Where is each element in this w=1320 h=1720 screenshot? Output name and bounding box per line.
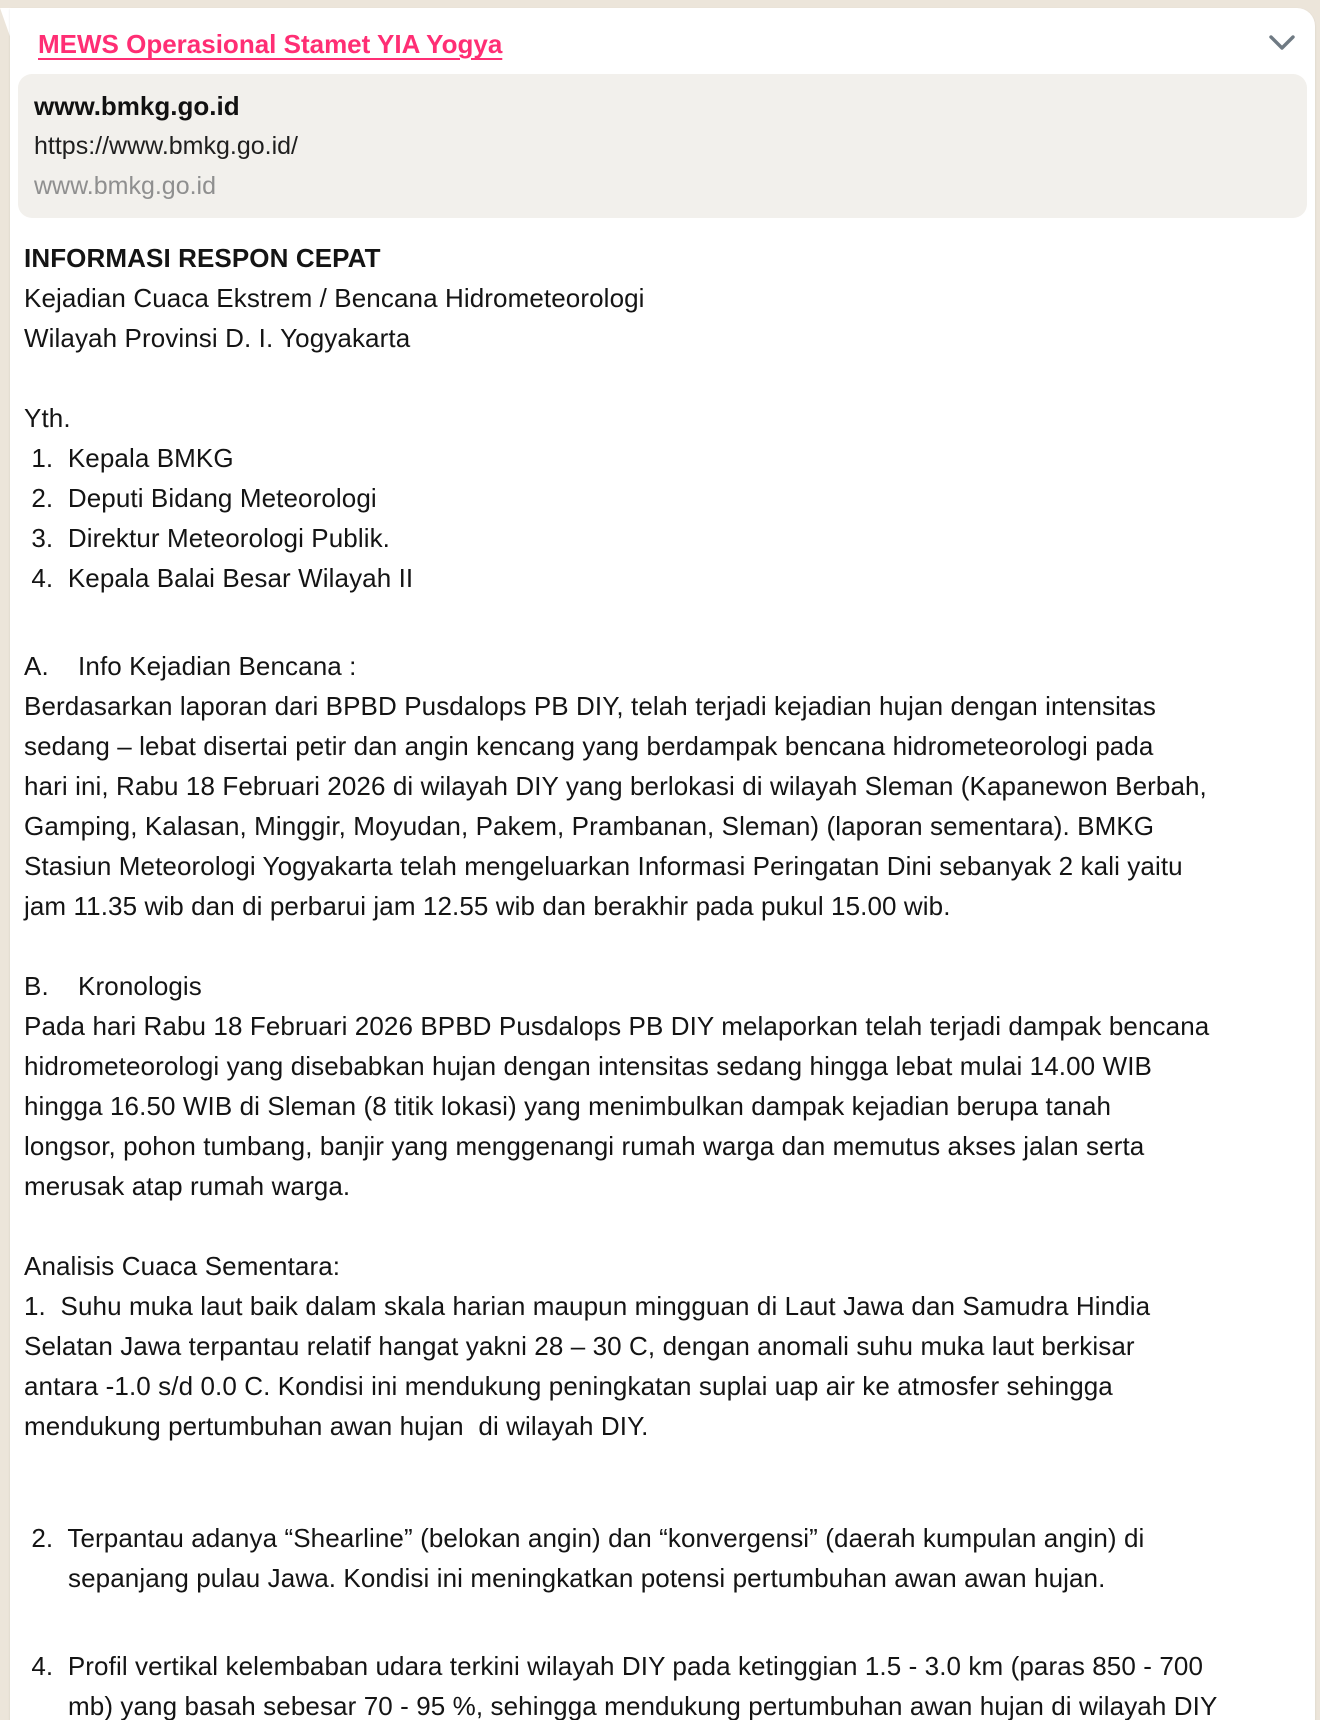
message-line: A. Info Kejadian Bencana : xyxy=(24,651,357,681)
message-line: sepanjang pulau Jawa. Kondisi ini meningkatkan potensi pertumbuhan awan awan hujan. xyxy=(68,1563,1106,1593)
message-line: INFORMASI RESPON CEPAT xyxy=(24,243,381,273)
message-line: hingga 16.50 WIB di Sleman (8 titik lokasi) yang menimbulkan dampak kejadian berupa tanah xyxy=(24,1091,1112,1121)
message-line xyxy=(24,1598,1295,1646)
message-line: sedang – lebat disertai petir dan angin kencang yang berdampak bencana hidrometeorologi pada xyxy=(24,731,1154,761)
link-preview-domain: www.bmkg.go.id xyxy=(34,172,217,200)
link-preview-card[interactable] xyxy=(18,74,1307,218)
message-line: longsor, pohon tumbang, banjir yang menggenangi rumah warga dan memutus akses jalan serta xyxy=(24,1131,1145,1161)
message-text xyxy=(24,238,1295,1720)
message-line: antara -1.0 s/d 0.0 C. Kondisi ini mendukung peningkatan suplai uap air ke atmosfer sehingga xyxy=(24,1371,1113,1401)
message-line: 4. Profil vertikal kelembaban udara terkini wilayah DIY pada ketinggian 1.5 - 3.0 km (paras 850 - 700 xyxy=(24,1651,1204,1681)
sender-name-link[interactable]: MEWS Operasional Stamet YIA Yogya xyxy=(38,29,503,59)
message-line: 2. Deputi Bidang Meteorologi xyxy=(24,483,377,513)
message-line xyxy=(24,358,1295,398)
message-line: B. Kronologis xyxy=(24,971,202,1001)
message-line xyxy=(24,598,1295,646)
message-line: Pada hari Rabu 18 Februari 2026 BPBD Pusdalops PB DIY melaporkan telah terjadi dampak bencana xyxy=(24,1011,1210,1041)
message-line: Kejadian Cuaca Ekstrem / Bencana Hidrometeorologi xyxy=(24,283,645,313)
message-line: jam 11.35 wib dan di perbarui jam 12.55 wib dan berakhir pada pukul 15.00 wib. xyxy=(24,891,951,921)
message-line: Selatan Jawa terpantau relatif hangat yakni 28 – 30 C, dengan anomali suhu muka laut berkisar xyxy=(24,1331,1135,1361)
message-line: 1. Suhu muka laut baik dalam skala harian maupun mingguan di Laut Jawa dan Samudra Hindia xyxy=(24,1291,1151,1321)
message-line: hidrometeorologi yang disebabkan hujan dengan intensitas sedang hingga lebat mulai 14.00 WIB xyxy=(24,1051,1152,1081)
link-preview-url[interactable]: https://www.bmkg.go.id/ xyxy=(34,132,299,160)
message-line: Analisis Cuaca Sementara: xyxy=(24,1251,341,1281)
chevron-down-icon xyxy=(1268,34,1296,52)
message-line: Berdasarkan laporan dari BPBD Pusdalops PB DIY, telah terjadi kejadian hujan dengan intensitas xyxy=(24,691,1156,721)
message-line xyxy=(24,1446,1295,1518)
message-line: 2. Terpantau adanya “Shearline” (belokan angin) dan “konvergensi” (daerah kumpulan angin) di xyxy=(24,1523,1145,1553)
message-menu-button[interactable] xyxy=(1267,32,1297,56)
message-line: hari ini, Rabu 18 Februari 2026 di wilayah DIY yang berlokasi di wilayah Sleman (Kapanewon Berbah, xyxy=(24,771,1207,801)
message-line: Wilayah Provinsi D. I. Yogyakarta xyxy=(24,323,411,353)
message-line: Stasiun Meteorologi Yogyakarta telah mengeluarkan Informasi Peringatan Dini sebanyak 2 kali yaitu xyxy=(24,851,1183,881)
message-line: Yth. xyxy=(24,403,71,433)
message-line: mendukung pertumbuhan awan hujan di wilayah DIY. xyxy=(24,1411,649,1441)
message-bubble xyxy=(10,8,1315,1720)
message-line: 4. Kepala Balai Besar Wilayah II xyxy=(24,563,414,593)
message-line: 1. Kepala BMKG xyxy=(24,443,234,473)
message-line: mb) yang basah sebesar 70 - 95 %, sehingga mendukung pertumbuhan awan hujan di wilayah DIY xyxy=(68,1691,1218,1720)
message-line xyxy=(24,926,1295,966)
message-line: 3. Direktur Meteorologi Publik. xyxy=(24,523,391,553)
message-line xyxy=(24,1206,1295,1246)
sender-row xyxy=(28,28,1301,60)
message-line: Gamping, Kalasan, Minggir, Moyudan, Pakem, Prambanan, Sleman) (laporan sementara). BMKG xyxy=(24,811,1155,841)
link-preview-title: www.bmkg.go.id xyxy=(34,91,240,121)
message-line: merusak atap rumah warga. xyxy=(24,1171,351,1201)
